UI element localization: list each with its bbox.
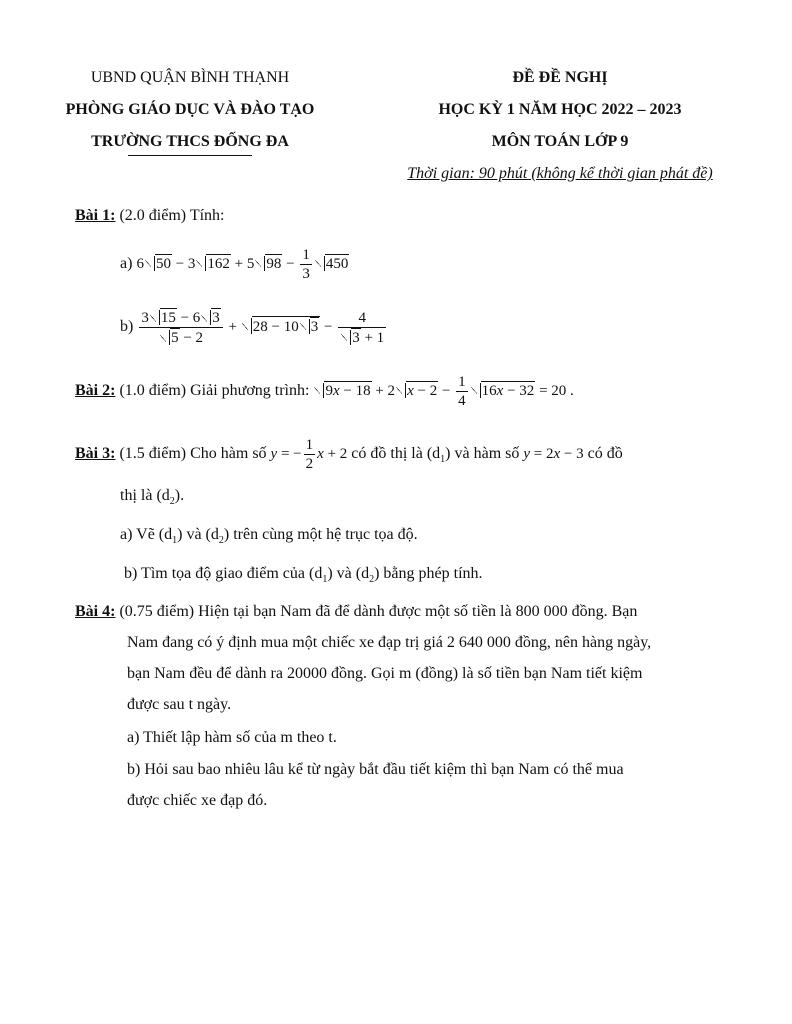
school-name: TRƯỜNG THCS ĐỐNG ĐA	[91, 133, 289, 150]
bai3-function-2: y = 2x − 3	[523, 445, 584, 462]
bai4-b-line2: được chiếc xe đạp đó.	[127, 792, 268, 809]
bai1-heading	[75, 207, 224, 225]
bai3-function-1: y = − $\frac{1}{2}$ x + 2	[270, 437, 348, 472]
exam-term: HỌC KỲ 1 NĂM HỌC 2022 – 2023	[438, 101, 682, 118]
district-name: UBND QUẬN BÌNH THẠNH	[90, 69, 290, 86]
department-name: PHÒNG GIÁO DỤC VÀ ĐÀO TẠO	[65, 101, 315, 118]
bai1-b-label: b)	[120, 317, 134, 335]
exam-type: ĐỀ ĐỀ NGHỊ	[512, 69, 608, 86]
header-left	[40, 62, 340, 156]
bai3-intro: (1.5 điểm) Cho hàm số	[115, 444, 267, 462]
bai1-a-label: a)	[120, 254, 133, 272]
bai3-a-text: a) Vẽ (d	[120, 526, 173, 543]
bai3-end: có đồ	[587, 444, 623, 462]
bai2-equation: 9x − 18 + 2 x − 2 − $\frac{1}{4}$ 16x − 32 = 20 .	[313, 383, 573, 399]
bai3-line2-end: ).	[174, 487, 185, 504]
bai4-label: Bài 4:	[75, 603, 116, 620]
bai3-label: Bài 3:	[75, 444, 116, 462]
bai1-intro: (2.0 điểm) Tính:	[115, 207, 225, 224]
bai3-a-end: ) trên cùng một hệ trục tọa độ.	[223, 526, 418, 543]
bai3-b-end: ) bằng phép tính.	[374, 565, 483, 582]
bai2-heading	[75, 373, 574, 410]
bai4-b-line1: b) Hỏi sau bao nhiêu lâu kể từ ngày bắt đầu tiết kiệm thì bạn Nam có thể mua	[127, 761, 624, 778]
bai3-b-mid: ) và (d	[327, 565, 370, 582]
bai4-line1	[75, 603, 637, 621]
bai3-line2: thị là $(d_2)$.	[120, 487, 185, 508]
bai1-a	[120, 246, 349, 283]
bai1-b	[120, 308, 388, 347]
header-right	[380, 62, 740, 190]
bai1-a-expression: 6 50 − 3 162 + 5 98 − $\frac{1}{3}$ 450	[136, 247, 349, 282]
bai4-line3: bạn Nam đều để dành ra 20000 đồng. Gọi m (đồng) là số tiền bạn Nam tiết kiệm	[127, 665, 643, 682]
bai4-a: a) Thiết lập hàm số của m theo t.	[127, 729, 337, 746]
exam-time: Thời gian: 90 phút (không kể thời gian phát đề)	[407, 165, 713, 182]
bai3-b: b) Tìm tọa độ giao điểm của $(d_1)$ và $(d_2)$ bằng phép tính.	[124, 565, 483, 586]
bai3-line2-text: thị là (d	[120, 487, 170, 504]
bai3-a: a) Vẽ $(d_1)$ và $(d_2)$ trên cùng một hệ trục tọa độ.	[120, 526, 418, 547]
bai2-label: Bài 2:	[75, 381, 116, 399]
bai3-heading: Bài 3: (1.5 điểm) Cho hàm số y = − $\frac{1}{2}$ x + 2 có đồ thị là $(d_1)$ và hàm số y = 2x − 3 có đồ	[75, 437, 623, 472]
bai3-b-text: b) Tìm tọa độ giao điểm của (d	[124, 565, 323, 582]
bai4-line1-text: (0.75 điểm) Hiện tại bạn Nam đã để dành được một số tiền là 800 000 đồng. Bạn	[115, 603, 638, 620]
bai1-b-expression: $\frac{3 15 - 6 3}{5 - 2}$ + 28 − 10 3 − $\frac{4}{3 + 1}$	[141, 309, 385, 346]
exam-subject: MÔN TOÁN LỚP 9	[491, 133, 629, 150]
bai4-line2: Nam đang có ý định mua một chiếc xe đạp trị giá 2 640 000 đồng, nên hàng ngày,	[127, 634, 652, 651]
bai2-intro: (1.0 điểm) Giải phương trình:	[115, 381, 310, 399]
bai3-mid: có đồ thị là (d	[351, 444, 441, 462]
bai1-label: Bài 1:	[75, 207, 116, 224]
bai4-line4: được sau t ngày.	[127, 696, 232, 713]
bai3-mid2: ) và hàm số	[445, 444, 520, 462]
bai3-a-mid: ) và (d	[177, 526, 219, 543]
